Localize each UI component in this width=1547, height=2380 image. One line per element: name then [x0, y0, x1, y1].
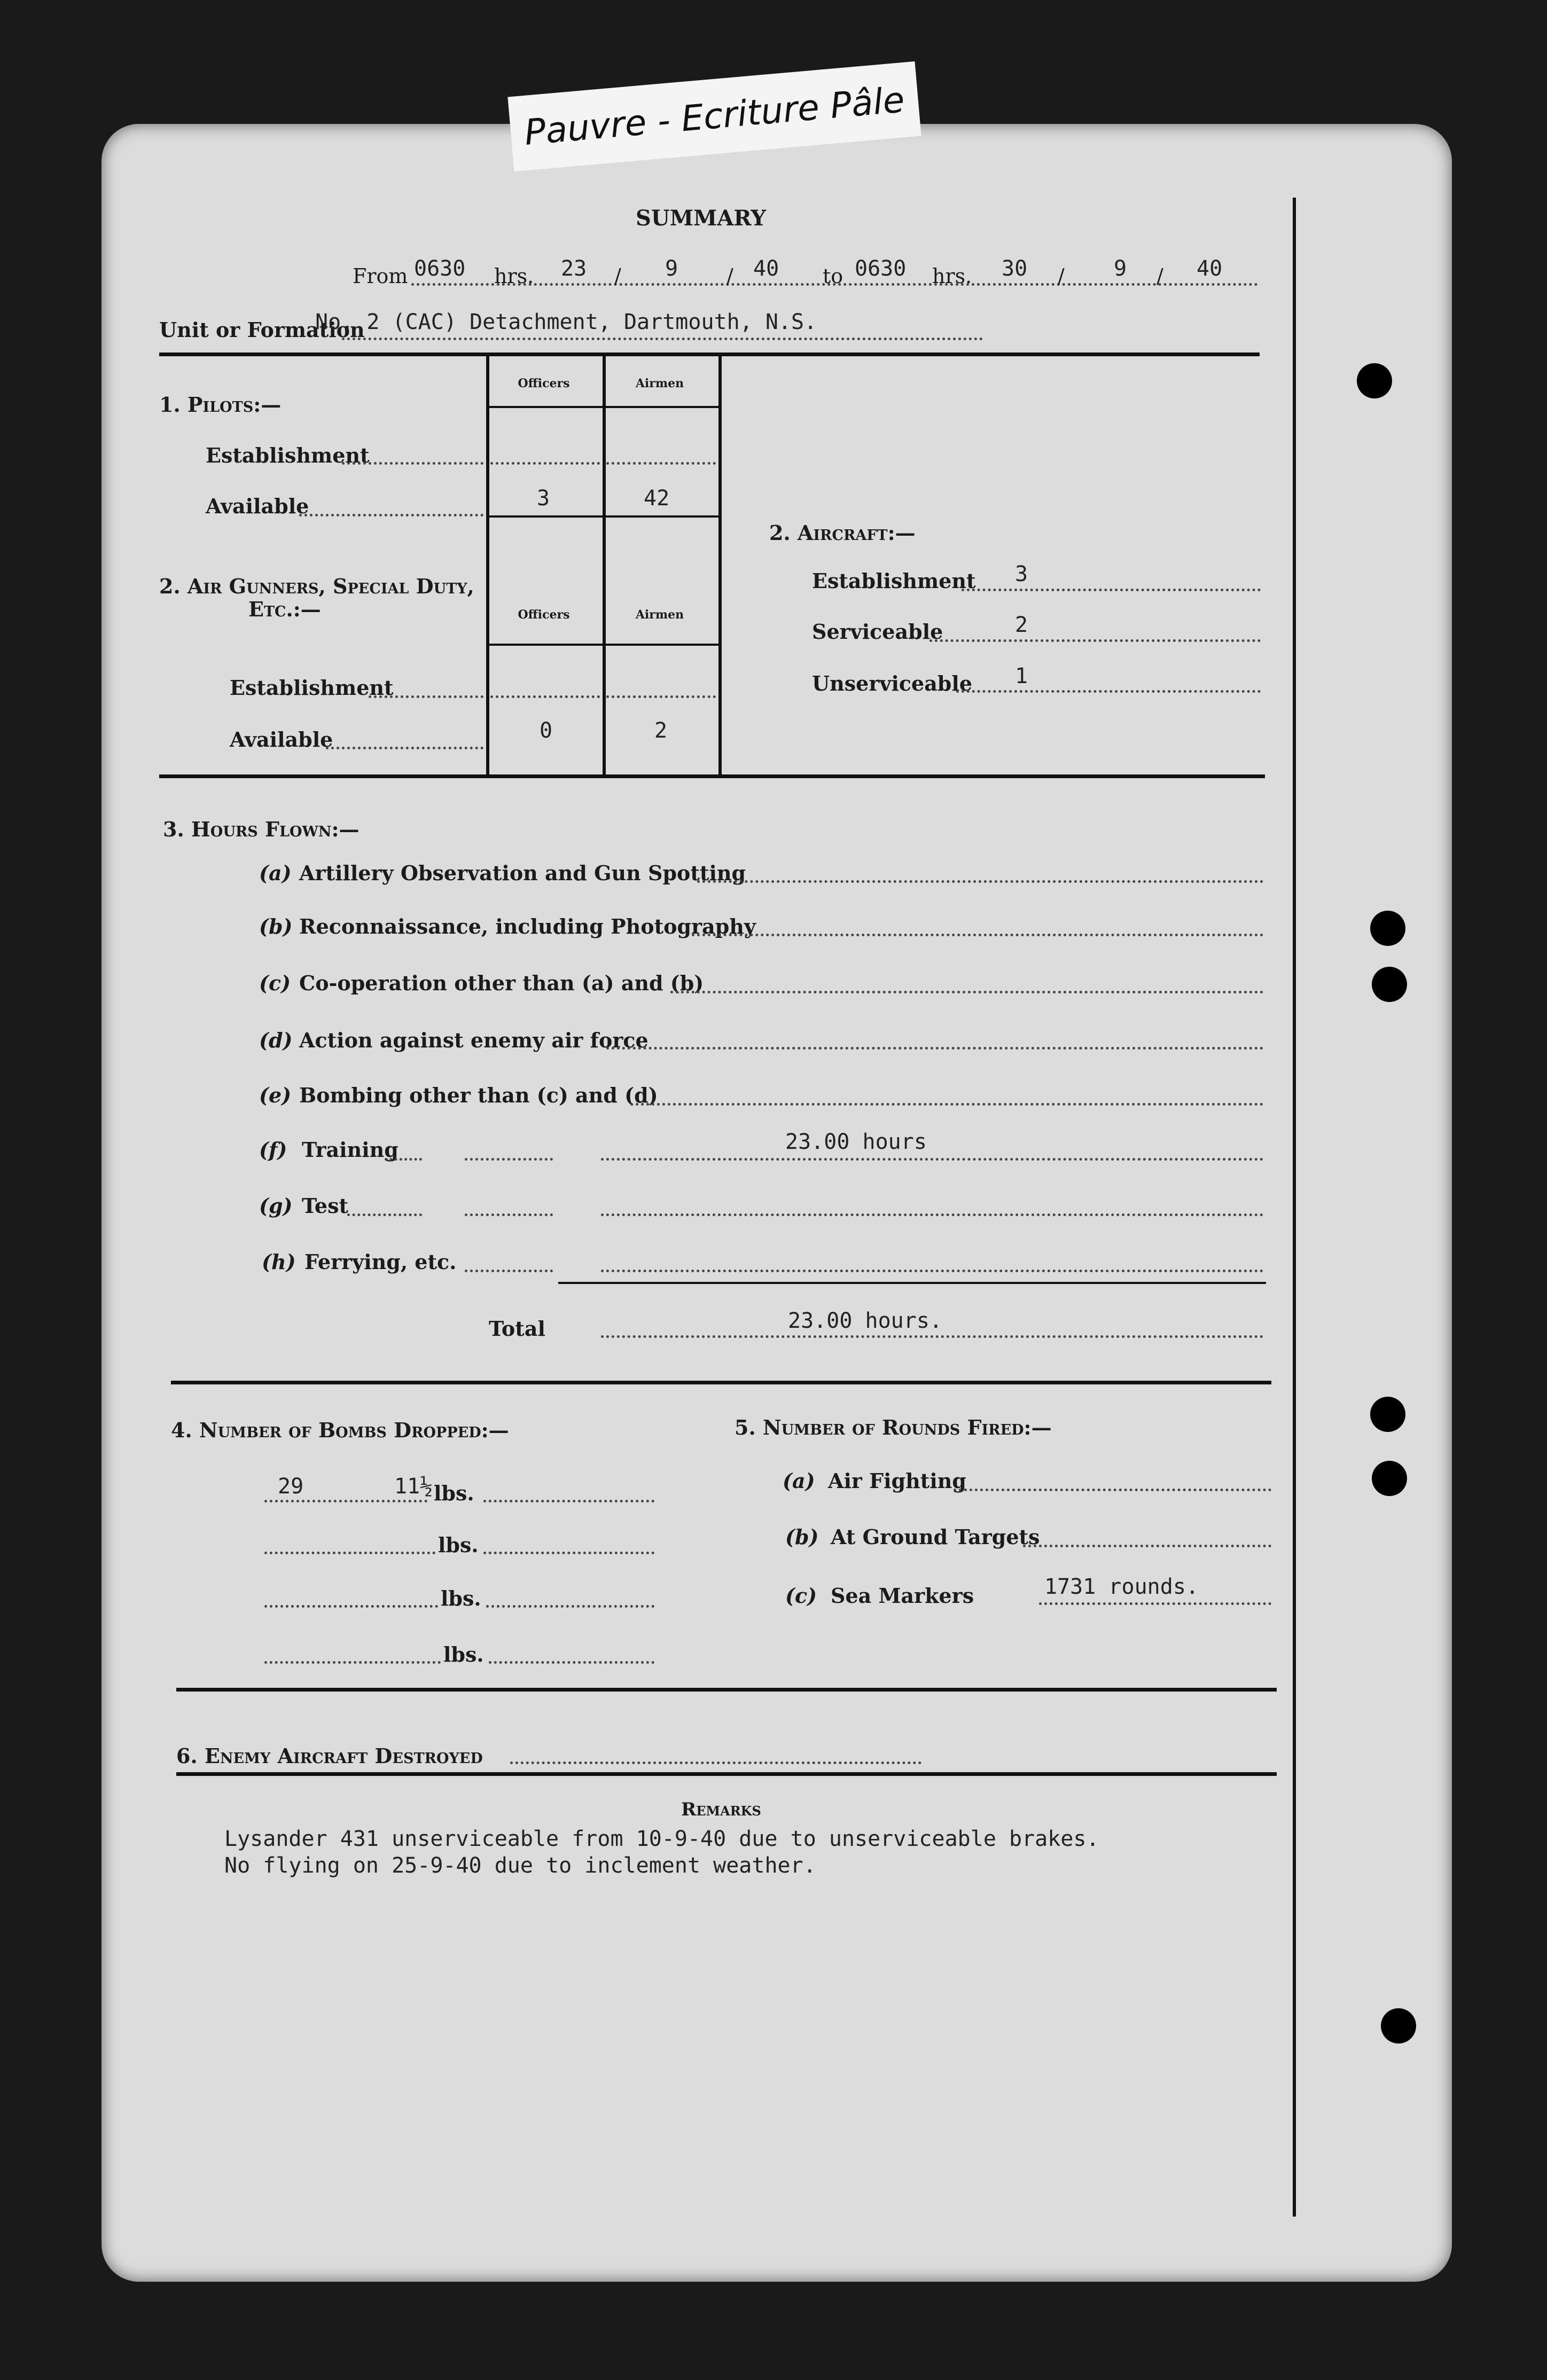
to-month: 9	[1114, 256, 1127, 281]
section-rule	[159, 774, 1265, 778]
dotted-line	[697, 880, 1263, 883]
rounds-letter: (c)	[785, 1584, 817, 1608]
hours-item-label: Ferrying, etc.	[304, 1250, 457, 1274]
rounds-letter: (a)	[783, 1469, 815, 1493]
hrs-label: hrs.	[932, 264, 972, 288]
scan-annotation-label: Pauvre - Ecriture Pâle	[507, 61, 921, 171]
dotted-line	[1023, 1545, 1271, 1547]
dotted-line	[264, 1661, 441, 1664]
slash: /	[614, 264, 621, 288]
dotted-line	[929, 639, 1261, 642]
table-rule	[718, 355, 722, 777]
to-day: 30	[1002, 256, 1028, 281]
hours-item-label: Action against enemy air force	[299, 1028, 649, 1052]
punch-hole	[1357, 363, 1392, 398]
section-rule	[171, 1381, 1271, 1384]
dotted-line	[601, 1158, 1263, 1161]
punch-hole	[1370, 1397, 1405, 1432]
rounds-item-label: Air Fighting	[828, 1469, 966, 1493]
dotted-line	[692, 934, 1263, 936]
punch-hole	[1372, 967, 1407, 1002]
dotted-line	[1039, 1602, 1271, 1605]
dotted-line	[606, 695, 716, 698]
aircraft-unserviceable-label: Unserviceable	[812, 671, 972, 695]
remarks-line: Lysander 431 unserviceable from 10-9-40 due to unserviceable brakes.	[224, 1827, 1099, 1851]
pilots-officers-header: Officers	[518, 377, 570, 390]
dotted-line	[347, 1214, 422, 1216]
pilots-establishment-label: Establishment	[206, 443, 370, 467]
punch-hole	[1372, 1461, 1407, 1496]
training-hours-value: 23.00 hours	[785, 1130, 927, 1154]
bombs-count: 29	[278, 1474, 304, 1499]
rounds-item-label: At Ground Targets	[831, 1525, 1040, 1549]
dotted-line	[299, 514, 483, 516]
to-year: 40	[1197, 256, 1223, 281]
pilots-available-officers: 3	[537, 486, 550, 511]
dotted-line	[486, 1605, 654, 1608]
margin-rule	[1293, 198, 1296, 2217]
rounds-heading: 5. Number of Rounds Fired:—	[735, 1415, 1052, 1439]
gunners-establishment-label: Establishment	[230, 676, 394, 700]
bombs-lbs-label: lbs.	[434, 1481, 474, 1505]
table-rule	[486, 644, 718, 646]
slash: /	[726, 264, 733, 288]
gunners-heading: 2. Air Gunners, Special Duty,	[159, 574, 474, 598]
hours-letter: (b)	[259, 914, 293, 938]
aircraft-unserviceable-value: 1	[1015, 664, 1028, 688]
section-rule	[159, 353, 1260, 356]
hours-letter: (a)	[259, 861, 292, 885]
pilots-available-airmen: 42	[644, 486, 670, 511]
dotted-line	[601, 1270, 1263, 1272]
dotted-line	[264, 1552, 435, 1554]
gunners-available-airmen: 2	[654, 718, 668, 743]
bombs-lbs-label: lbs.	[441, 1586, 481, 1610]
gunners-available-label: Available	[230, 727, 333, 751]
from-time: 0630	[414, 256, 466, 281]
table-rule	[603, 355, 606, 777]
table-rule	[486, 355, 489, 777]
dotted-line	[326, 747, 483, 749]
from-label: From	[353, 264, 408, 288]
dotted-line	[962, 589, 1261, 591]
section-rule	[176, 1688, 1277, 1692]
aircraft-serviceable-value: 2	[1015, 613, 1028, 637]
dotted-line	[465, 1158, 553, 1161]
remarks-line: No flying on 25-9-40 due to inclement weather.	[224, 1853, 816, 1878]
table-rule	[486, 406, 718, 408]
hours-letter: (c)	[259, 971, 291, 995]
gunners-available-officers: 0	[540, 718, 553, 743]
dotted-line	[465, 1214, 553, 1216]
dotted-line	[954, 1489, 1271, 1491]
to-label: to	[823, 264, 843, 288]
hrs-label: hrs.	[494, 264, 534, 288]
hours-letter: (h)	[262, 1250, 296, 1274]
gunners-airmen-header: Airmen	[635, 608, 684, 622]
bombs-weight: 11½	[394, 1474, 433, 1499]
dotted-line	[342, 462, 483, 465]
hours-letter: (e)	[259, 1083, 292, 1107]
punch-hole	[1370, 911, 1405, 946]
hours-item-label: Co-operation other than (a) and (b)	[299, 971, 704, 995]
dotted-line	[606, 462, 716, 465]
dotted-line	[385, 1158, 422, 1161]
rounds-letter: (b)	[785, 1525, 819, 1549]
bombs-heading: 4. Number of Bombs Dropped:—	[171, 1418, 509, 1442]
hours-letter: (f)	[259, 1138, 287, 1162]
sea-markers-value: 1731 rounds.	[1044, 1575, 1199, 1599]
dotted-line	[483, 1552, 654, 1554]
hours-letter: (g)	[259, 1194, 293, 1218]
dotted-line	[264, 1500, 427, 1502]
gunners-heading-continued: Etc.:—	[248, 597, 321, 621]
hours-item-label: Bombing other than (c) and (d)	[299, 1083, 658, 1107]
dotted-line	[342, 338, 983, 340]
dotted-line	[956, 690, 1261, 693]
bombs-lbs-label: lbs.	[443, 1642, 484, 1666]
pilots-heading: 1. Pilots:—	[159, 393, 282, 417]
gunners-officers-header: Officers	[518, 608, 570, 622]
from-year: 40	[753, 256, 779, 281]
dotted-line	[465, 1270, 553, 1272]
dotted-line	[630, 1103, 1263, 1106]
section-rule	[176, 1772, 1277, 1776]
from-day: 23	[561, 256, 587, 281]
hours-item-label: Artillery Observation and Gun Spotting	[299, 861, 746, 885]
bombs-lbs-label: lbs.	[438, 1533, 479, 1557]
total-hours-value: 23.00 hours.	[788, 1309, 942, 1333]
aircraft-establishment-value: 3	[1015, 562, 1028, 586]
remarks-heading: Remarks	[681, 1799, 761, 1820]
dotted-line	[369, 695, 483, 698]
dotted-line	[601, 1214, 1263, 1216]
hours-item-label: Reconnaissance, including Photography	[299, 914, 756, 938]
aircraft-serviceable-label: Serviceable	[812, 620, 943, 644]
pilots-available-label: Available	[206, 494, 309, 518]
hours-item-label: Test	[302, 1194, 349, 1218]
unit-label: Unit or Formation	[159, 318, 365, 342]
punch-hole	[1381, 2008, 1416, 2044]
dotted-line	[606, 1047, 1263, 1050]
table-rule	[486, 515, 718, 518]
aircraft-establishment-label: Establishment	[812, 569, 976, 593]
dotted-line	[510, 1761, 921, 1764]
form-title: SUMMARY	[636, 206, 766, 231]
hours-heading: 3. Hours Flown:—	[163, 817, 360, 841]
dotted-line	[490, 462, 600, 465]
total-rule	[558, 1282, 1266, 1284]
enemy-heading: 6. Enemy Aircraft Destroyed	[176, 1744, 483, 1768]
from-month: 9	[665, 256, 678, 281]
slash: /	[1157, 264, 1163, 288]
dotted-line	[601, 1335, 1263, 1338]
to-time: 0630	[855, 256, 907, 281]
dotted-line	[490, 695, 600, 698]
dotted-line	[489, 1661, 654, 1664]
pilots-airmen-header: Airmen	[635, 377, 684, 390]
total-label: Total	[489, 1317, 545, 1341]
dotted-line	[264, 1605, 438, 1608]
aircraft-heading: 2. Aircraft:—	[769, 521, 916, 545]
unit-value: No. 2 (CAC) Detachment, Dartmouth, N.S.	[315, 310, 817, 334]
dotted-line	[670, 991, 1263, 993]
hours-item-label: Training	[302, 1138, 399, 1162]
slash: /	[1058, 264, 1065, 288]
dotted-line	[483, 1500, 654, 1502]
hours-letter: (d)	[259, 1028, 293, 1052]
rounds-item-label: Sea Markers	[831, 1584, 974, 1608]
